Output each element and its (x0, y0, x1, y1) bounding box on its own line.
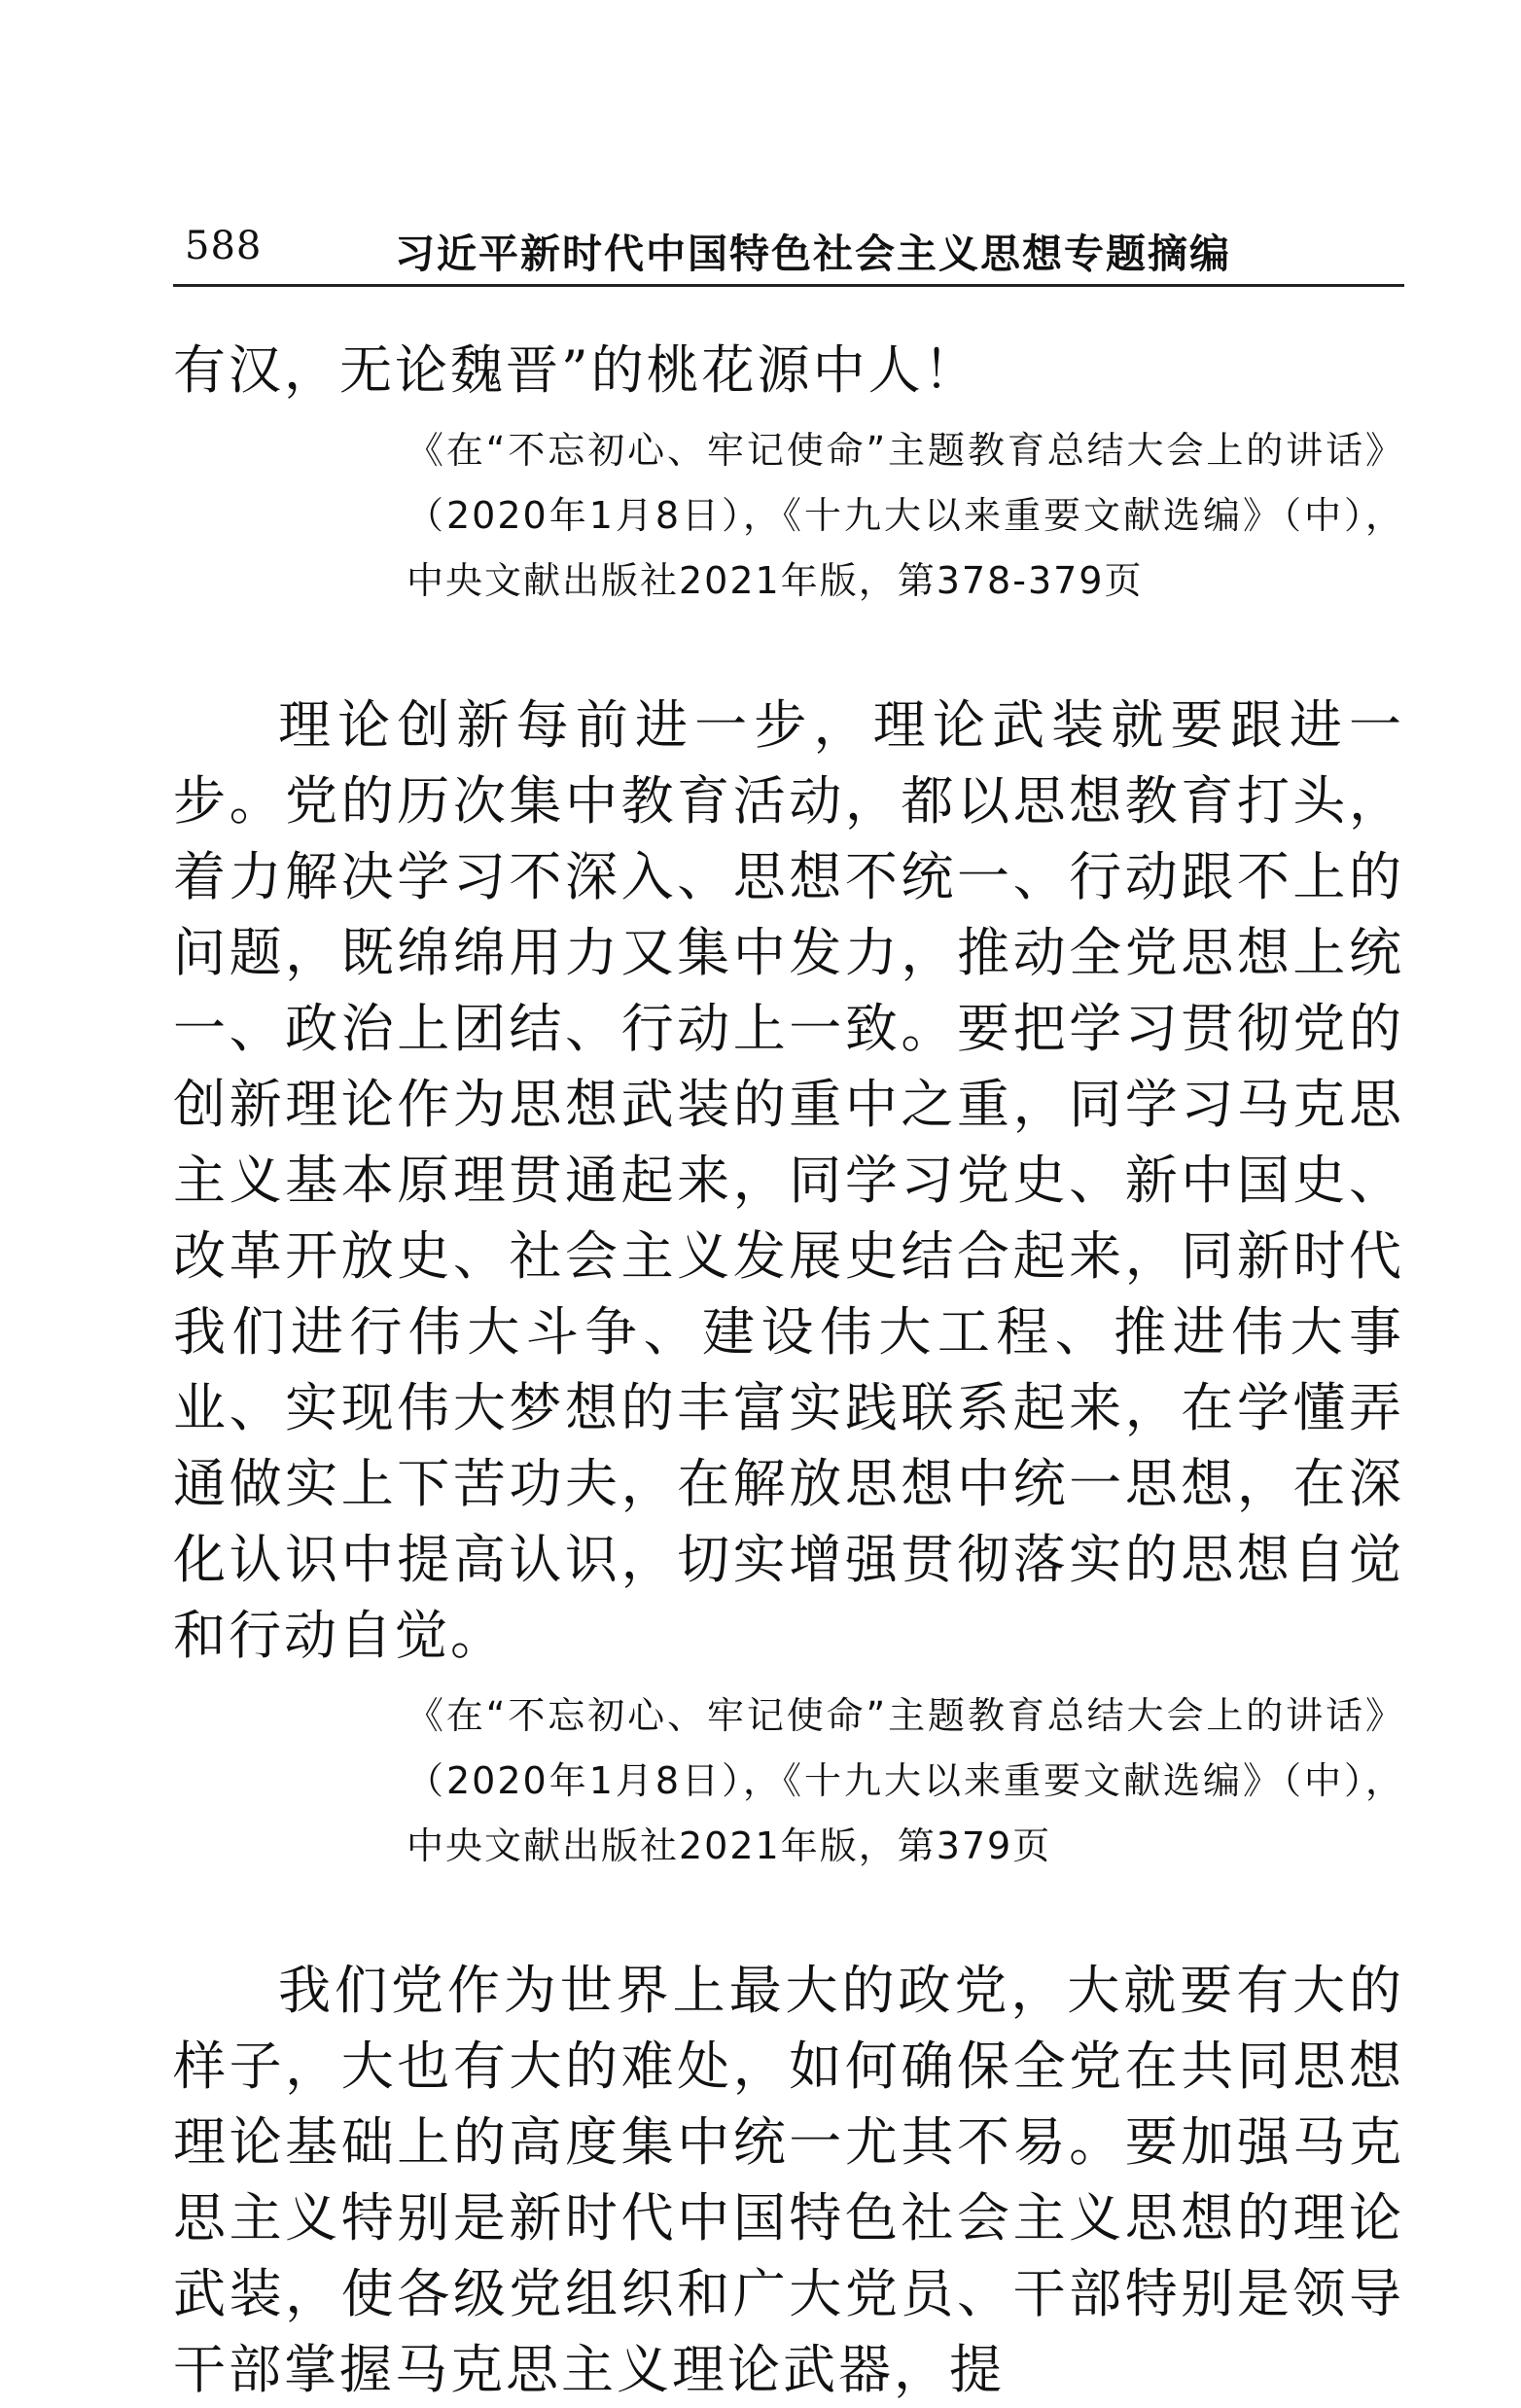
paragraph-continued: 有汉，无论魏晋”的桃花源中人！ (173, 339, 979, 401)
running-title: 习近平新时代中国特色社会主义思想专题摘编 (395, 230, 1231, 277)
page-header (173, 216, 1404, 287)
page-body (173, 333, 1404, 2408)
page-number: 588 (185, 224, 263, 268)
section-gap (173, 614, 1404, 688)
citation: 《在“不忘初心、牢记使命”主题教育总结大会上的讲话》（2020年1月8日），《十九大以来重要文献选编》（中），中央文献出版社2021年版，第378-379页 (407, 429, 1404, 602)
citation: 《在“不忘初心、牢记使命”主题教育总结大会上的讲话》（2020年1月8日），《十九大以来重要文献选编》（中），中央文献出版社2021年版，第379页 (407, 1694, 1404, 1867)
section-gap (173, 1879, 1404, 1953)
paragraph: 理论创新每前进一步，理论武装就要跟进一步。党的历次集中教育活动，都以思想教育打头，着力解决学习不深入、思想不统一、行动跟不上的问题，既绵绵用力又集中发力，推动全党思想上统一、政治上团结、行动上一致。要把学习贯彻党的创新理论作为思想武装的重中之重，同学习马克思主义基本原理贯通起来，同学习党史、新中国史、改革开放史、社会主义发展史结合起来，同新时代我们进行伟大斗争、建设伟大工程、推进伟大事业、实现伟大梦想的丰富实践联系起来，在学懂弄通做实上下苦功夫，在解放思想中统一思想，在深化认识中提高认识，切实增强贯彻落实的思想自觉和行动自觉。 (173, 694, 1404, 1666)
paragraph: 我们党作为世界上最大的政党，大就要有大的样子，大也有大的难处，如何确保全党在共同思想理论基础上的高度集中统一尤其不易。要加强马克思主义特别是新时代中国特色社会主义思想的理论武装，使各级党组织和广大党员、干部特别是领导干部掌握马克思主义理论武器，提 (173, 1960, 1404, 2400)
